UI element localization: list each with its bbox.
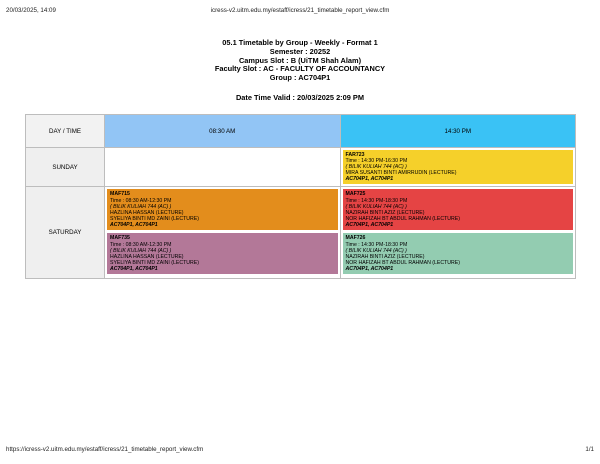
time-cell <box>340 148 576 187</box>
time-cell <box>105 148 341 187</box>
lecturer-name: MIRA SUSANTI BINTI AMIRRUDIN (LECTURE) <box>345 170 457 177</box>
time-cell <box>105 187 341 279</box>
class-time: Time : 14:30 PM-18:30 PM <box>345 197 408 204</box>
course-code: MAF735 <box>110 235 130 242</box>
lecturer-name: HAZLINA HASSAN (LECTURE) <box>110 253 184 260</box>
print-url: icress-v2.uitm.edu.my/estaff/icress/21_timetable_report_view.cfm <box>210 7 390 14</box>
class-slot <box>107 233 338 274</box>
class-group: AC704P1, AC704P1 <box>345 265 394 272</box>
report-title: 05.1 Timetable by Group - Weekly - Format 1 <box>222 38 378 47</box>
course-code: MAF725 <box>345 191 366 198</box>
report-campus: Campus Slot : B (UiTM Shah Alam) <box>238 55 362 65</box>
lecturer-name-2: NOR HAFIZAH BT ABDUL RAHMAN (LECTURE) <box>345 215 460 222</box>
timetable <box>25 114 576 279</box>
class-group: AC704P1, AC704P1 <box>110 265 158 272</box>
class-group: AC704P1, AC704P1 <box>110 221 158 228</box>
class-room: ( BILIK KULIAH 744 (AC) ) <box>110 203 172 210</box>
class-group: AC704P1, AC704P1 <box>345 176 394 183</box>
timetable-header-row <box>26 115 576 148</box>
course-code: MAF715 <box>110 191 130 198</box>
lecturer-name-2: NOR HAFIZAH BT ABDUL RAHMAN (LECTURE) <box>345 259 460 266</box>
class-slot <box>343 233 574 274</box>
print-header <box>6 7 594 17</box>
timetable-row-sunday <box>26 148 576 187</box>
lecturer-name: NAZIRAH BINTI AZIZ (LECTURE) <box>345 253 425 260</box>
course-code: MAF726 <box>345 235 366 242</box>
class-room: ( BILIK KULIAH 744 (AC) ) <box>345 203 407 210</box>
header-time-0830: 08:30 AM <box>105 115 341 148</box>
page-number: 1/1 <box>585 446 594 453</box>
day-label: SUNDAY <box>26 148 105 187</box>
class-time: Time : 14:30 PM-18:30 PM <box>345 241 408 248</box>
lecturer-name-2: SYELIYA BINTI MD ZAINI (LECTURE) <box>110 215 199 222</box>
report-header <box>0 39 600 103</box>
lecturer-name: HAZLINA HASSAN (LECTURE) <box>110 209 184 216</box>
header-time-1430: 14:30 PM <box>340 115 576 148</box>
print-footer-url: https://icress-v2.uitm.edu.my/estaff/icress/21_timetable_report_view.cfm <box>6 446 204 453</box>
header-day-time: DAY / TIME <box>26 115 105 148</box>
timetable-row-saturday <box>26 187 576 279</box>
class-group: AC704P1, AC704P1 <box>345 221 394 228</box>
class-room: ( BILIK KULIAH 744 (AC) ) <box>345 247 407 254</box>
class-slot <box>343 189 574 230</box>
class-slot <box>107 189 338 230</box>
class-time: Time : 08:30 AM-12:30 PM <box>110 241 172 248</box>
print-datetime: 20/03/2025, 14:09 <box>6 7 56 14</box>
class-slot <box>343 150 574 184</box>
class-time: Time : 08:30 AM-12:30 PM <box>110 197 172 204</box>
report-faculty: Faculty Slot : AC - FACULTY OF ACCOUNTANCY <box>214 64 386 74</box>
class-room: ( BILIK KULIAH 744 (AC) ) <box>110 247 172 254</box>
time-cell <box>340 187 576 279</box>
report-valid-datetime: Date Time Valid : 20/03/2025 2:09 PM <box>235 92 365 102</box>
report-semester: Semester : 20252 <box>269 46 331 56</box>
lecturer-name-2: SYELIYA BINTI MD ZAINI (LECTURE) <box>110 259 199 266</box>
class-room: ( BILIK KULIAH 744 (AC) ) <box>345 164 407 171</box>
report-group: Group : AC704P1 <box>269 73 331 83</box>
class-time: Time : 14:30 PM-16:30 PM <box>345 158 408 165</box>
lecturer-name: NAZIRAH BINTI AZIZ (LECTURE) <box>345 209 425 216</box>
day-label: SATURDAY <box>26 187 105 279</box>
print-footer <box>6 446 594 455</box>
course-code: FAR723 <box>345 152 365 158</box>
